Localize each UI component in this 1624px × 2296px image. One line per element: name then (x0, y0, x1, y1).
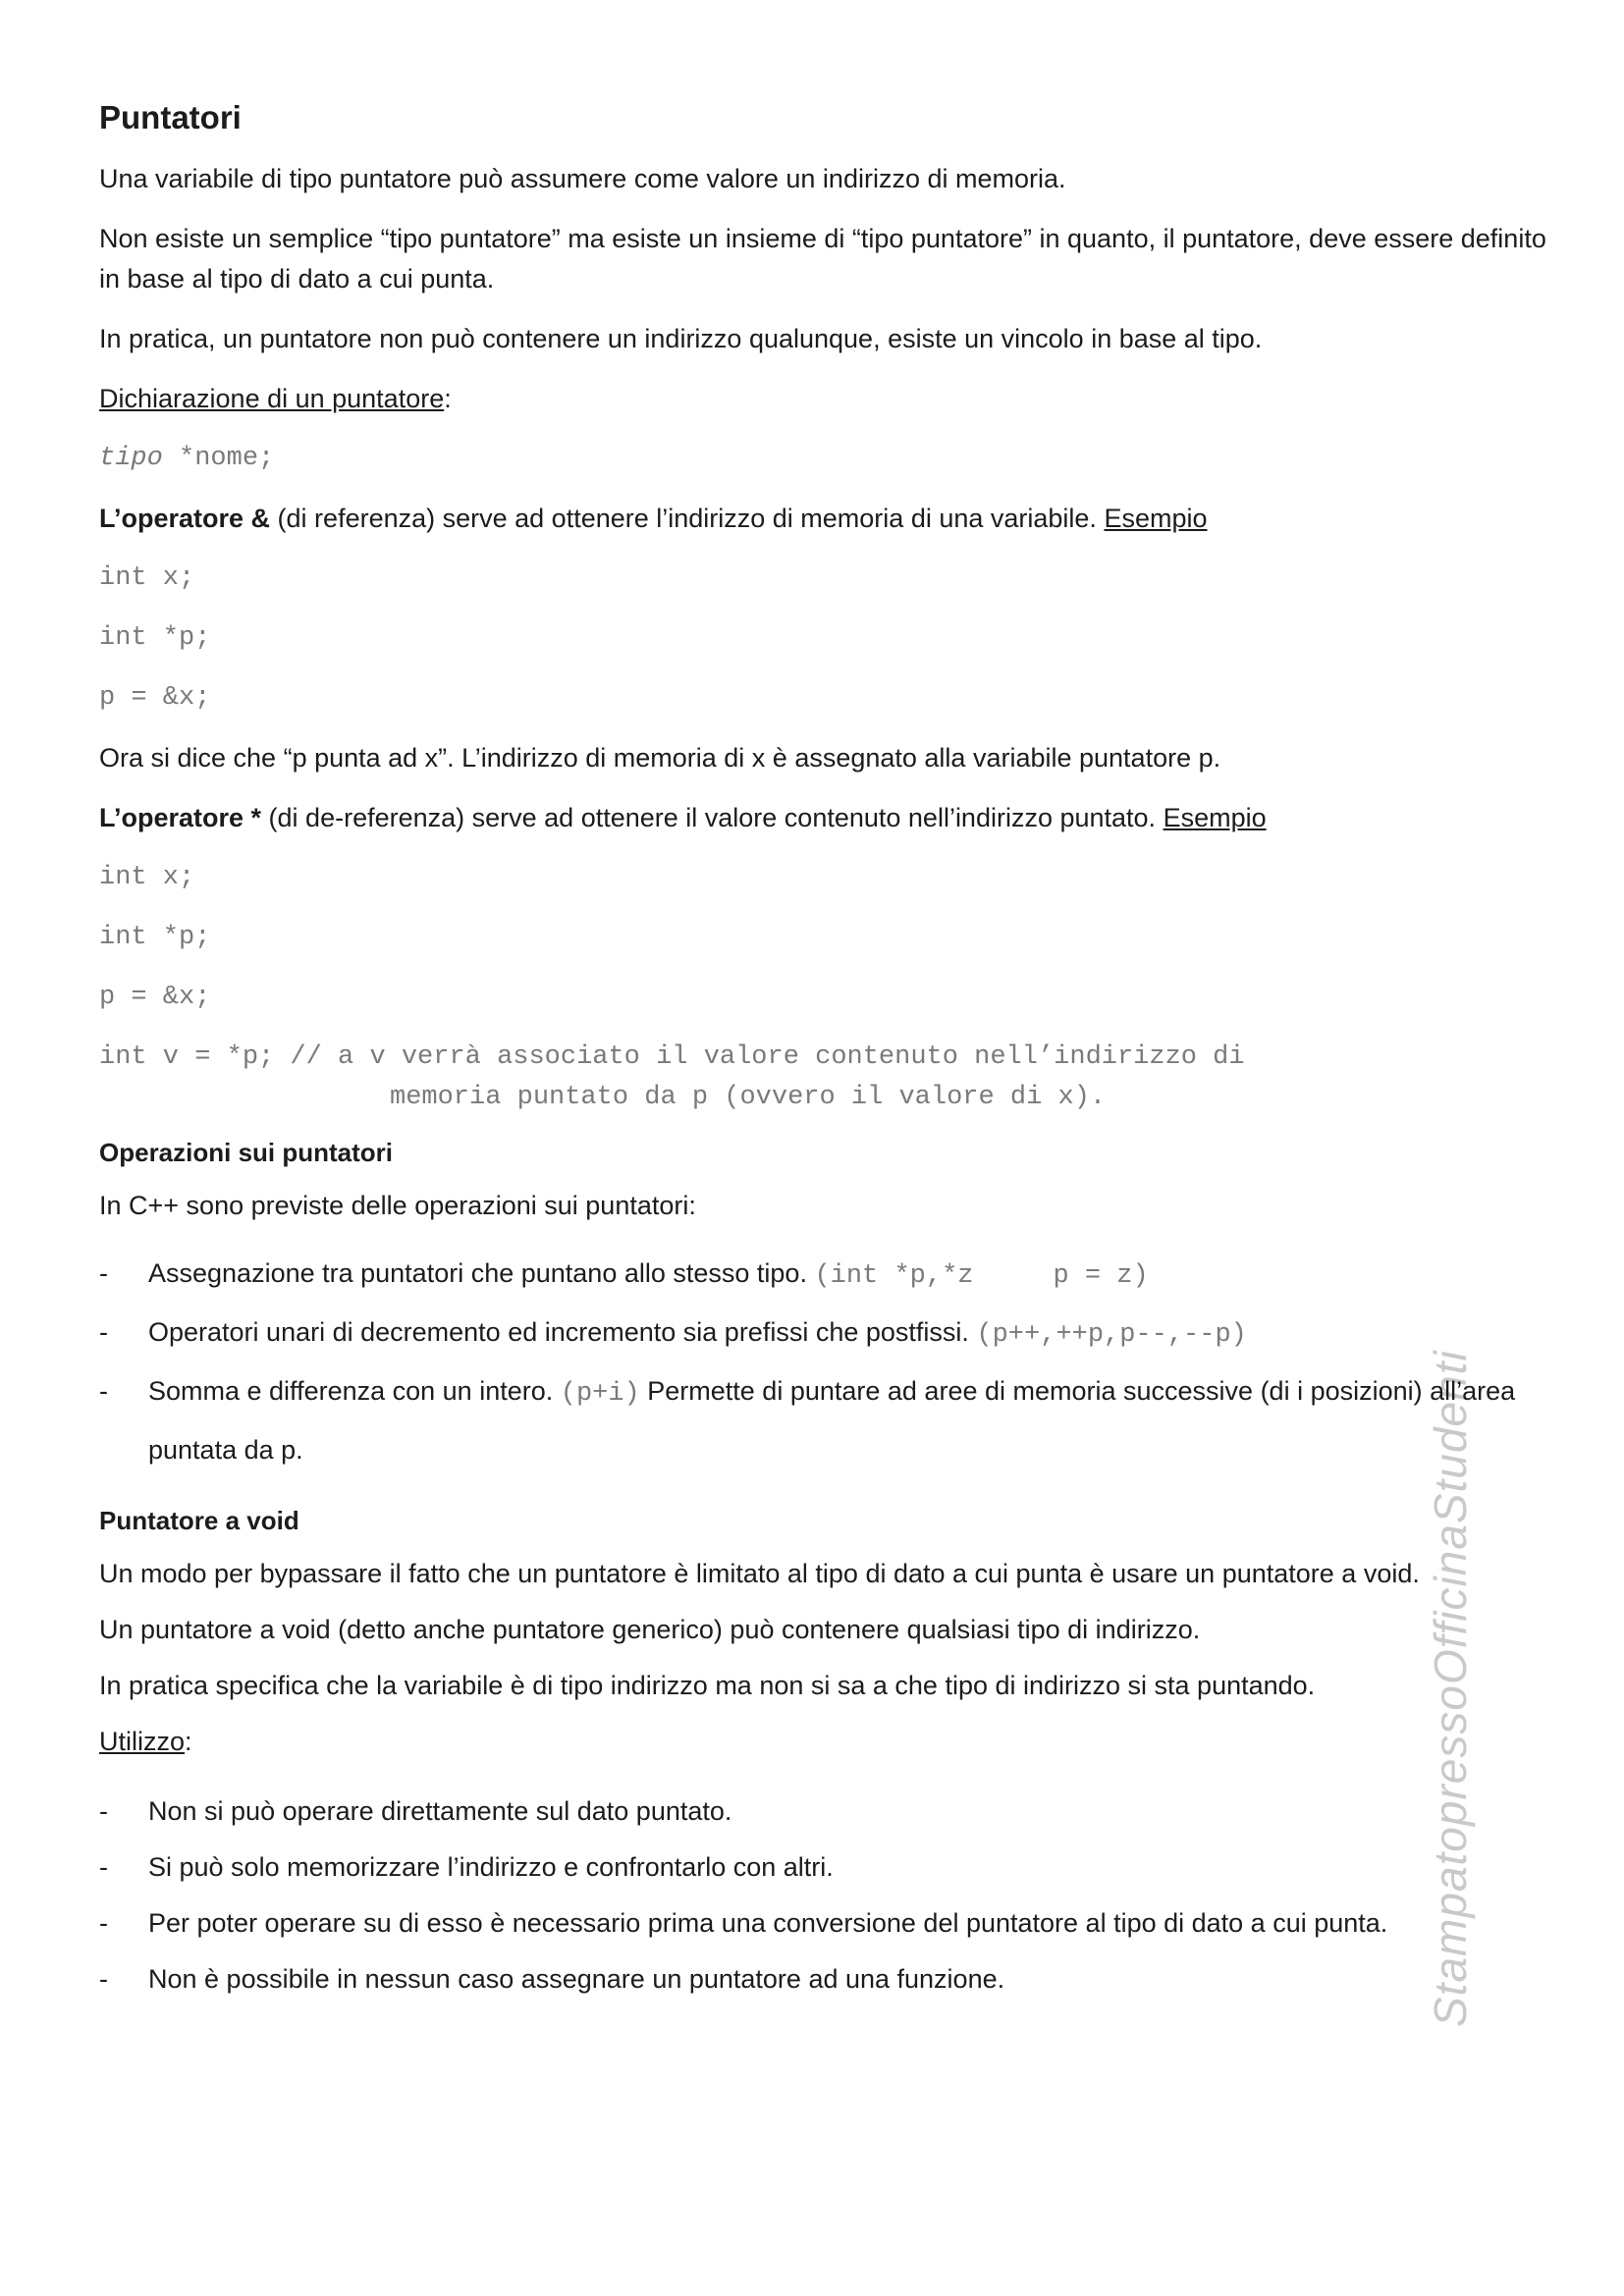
list-item-text: Non è possibile in nessun caso assegnare un puntatore ad una funzione. (148, 1963, 1005, 1994)
reference-example-link[interactable]: Esempio (1104, 503, 1208, 533)
reference-operator-title: L’operatore & (99, 503, 271, 533)
list-item-text-after: Permette di puntare ad aree di memoria successive (di i posizioni) all’area puntata da p. (148, 1375, 1516, 1465)
dash-bullet: - (99, 1316, 108, 1347)
page-title: Puntatori (99, 99, 242, 135)
document-page (99, 98, 1552, 2027)
operations-list (99, 1246, 1552, 1478)
usage-colon: : (185, 1726, 192, 1756)
declaration-heading (99, 379, 1552, 419)
list-item-code: (int *p,*z p = z) (814, 1260, 1149, 1291)
paragraph-constraint: In pratica, un puntatore non può contenere un indirizzo qualunque, esiste un vincolo in base al tipo. (99, 323, 1263, 353)
usage-label: Utilizzo (99, 1726, 186, 1756)
reference-operator-paragraph (99, 499, 1552, 539)
operations-intro: In C++ sono previste delle operazioni sui puntatori: (99, 1190, 696, 1220)
code-line: p = &x; (99, 682, 211, 713)
code-line-continuation: memoria puntato da p (ovvero il valore di x). (390, 1082, 1107, 1112)
void-paragraph-bypass: Un modo per bypassare il fatto che un puntatore è limitato al tipo di dato a cui punta è usare un puntatore a void. (99, 1558, 1420, 1588)
list-item-text: Operatori unari di decremento ed incremento sia prefissi che postfissi. (148, 1316, 977, 1347)
list-item (99, 1246, 1552, 1305)
declaration-code-rest: *nome; (162, 443, 275, 473)
code-line: int v = *p; // a v verrà associato il valore contenuto nell’indirizzo di (99, 1041, 1245, 1072)
list-item-text: Assegnazione tra puntatori che puntano allo stesso tipo. (148, 1257, 815, 1288)
list-item (99, 1305, 1552, 1363)
void-paragraph-generic: Un puntatore a void (detto anche puntatore generico) può contenere qualsiasi tipo di indirizzo. (99, 1614, 1201, 1644)
void-pointer-heading: Puntatore a void (99, 1505, 299, 1535)
declaration-code-type: tipo (99, 443, 163, 473)
dash-bullet: - (99, 1257, 108, 1288)
list-item (99, 1896, 1552, 1951)
reference-operator-text: (di referenza) serve ad ottenere l’indirizzo di memoria di una variabile. (270, 503, 1105, 533)
dereference-operator-paragraph (99, 798, 1552, 838)
dash-bullet: - (99, 1963, 108, 1994)
declaration-colon: : (444, 383, 452, 413)
dash-bullet: - (99, 1851, 108, 1882)
dash-bullet: - (99, 1795, 108, 1826)
operations-heading: Operazioni sui puntatori (99, 1137, 394, 1167)
paragraph-types: Non esiste un semplice “tipo puntatore” ma esiste un insieme di “tipo puntatore” in quanto, il puntatore, deve essere definito in base al tipo di dato a cui punta. (99, 223, 1546, 294)
usage-list (99, 1784, 1552, 2007)
list-item-text: Non si può operare direttamente sul dato puntato. (148, 1795, 732, 1826)
list-item-code: (p+i) (560, 1378, 640, 1409)
declaration-label: Dichiarazione di un puntatore (99, 383, 445, 413)
code-line: int x; (99, 562, 195, 593)
code-line: int x; (99, 862, 195, 892)
code-line: p = &x; (99, 982, 211, 1012)
list-item-text: Si può solo memorizzare l’indirizzo e confrontarlo con altri. (148, 1851, 834, 1882)
paragraph-points-to: Ora si dice che “p punta ad x”. L’indirizzo di memoria di x è assegnato alla variabile puntatore p. (99, 742, 1221, 773)
dash-bullet: - (99, 1375, 108, 1406)
list-item (99, 1840, 1552, 1896)
paragraph-intro: Una variabile di tipo puntatore può assumere come valore un indirizzo di memoria. (99, 163, 1066, 193)
usage-heading (99, 1722, 1552, 1762)
void-paragraph-practice: In pratica specifica che la variabile è di tipo indirizzo ma non si sa a che tipo di indirizzo si sta puntando. (99, 1670, 1316, 1700)
code-line: int *p; (99, 622, 211, 653)
code-line: int *p; (99, 922, 211, 952)
dash-bullet: - (99, 1907, 108, 1938)
dereference-operator-text: (di de-referenza) serve ad ottenere il valore contenuto nell’indirizzo puntato. (261, 802, 1164, 832)
dereference-example-link[interactable]: Esempio (1163, 802, 1267, 832)
dereference-operator-title: L’operatore * (99, 802, 262, 832)
watermark: StampatopressoOfficinaStudenti (1425, 1350, 1476, 2027)
list-item-text: Per poter operare su di esso è necessario prima una conversione del puntatore al tipo di dato a cui punta. (148, 1907, 1388, 1938)
list-item-code: (p++,++p,p--,--p) (976, 1319, 1247, 1350)
list-item (99, 1363, 1552, 1478)
declaration-code (99, 439, 1552, 479)
list-item (99, 1784, 1552, 1840)
list-item-text: Somma e differenza con un intero. (148, 1375, 561, 1406)
list-item (99, 1951, 1552, 2007)
